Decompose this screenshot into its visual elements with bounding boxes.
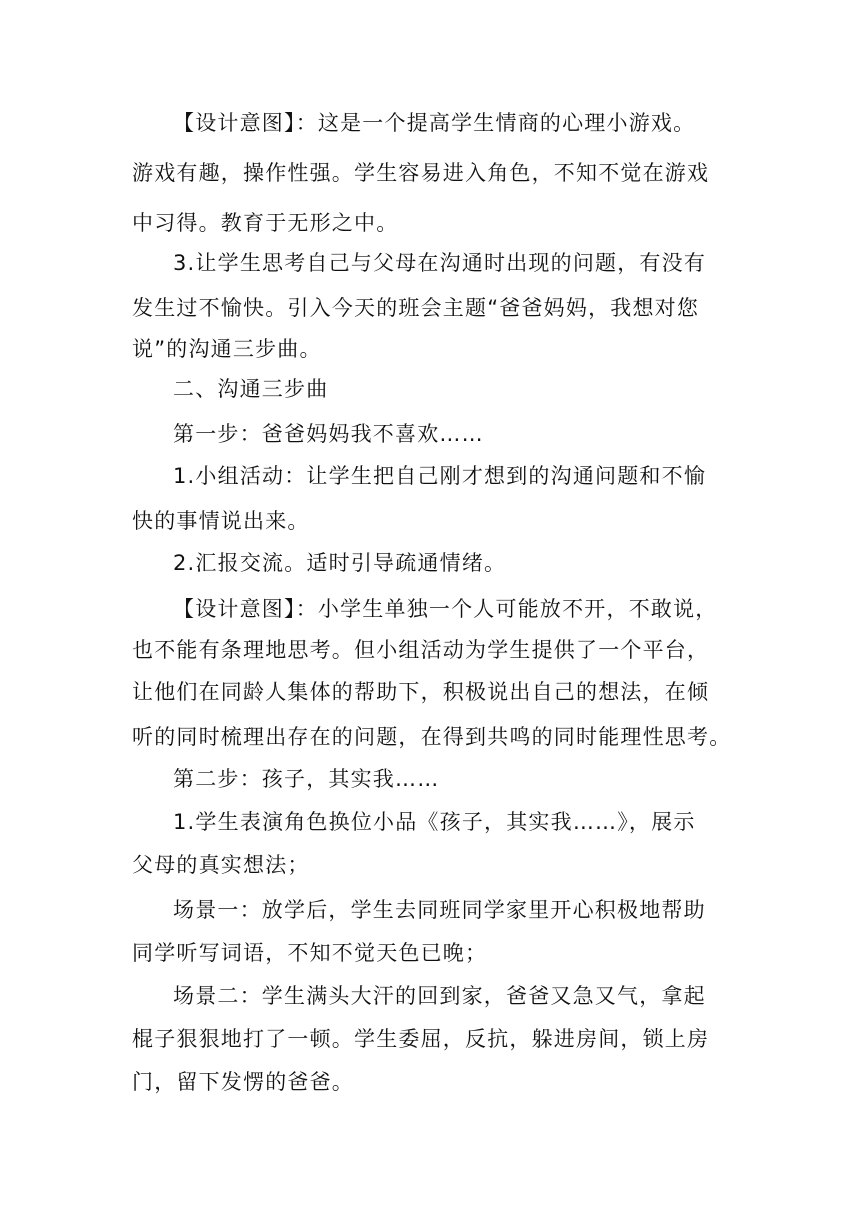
step-3-line-3: 说”的沟通三步曲。: [132, 337, 322, 361]
design-intent-2-line-1: 【设计意图】：小学生单独一个人可能放不开，不敢说，: [173, 597, 718, 621]
scene-two-line-2: 棍子狠狠地打了一顿。学生委屈，反抗，躲进房间，锁上房: [132, 1027, 710, 1051]
design-intent-1-line-3: 中习得。教育于无形之中。: [132, 211, 399, 235]
step-two-heading: 第二步：孩子，其实我……: [173, 767, 440, 791]
step-3-line-1: 3.让学生思考自己与父母在沟通时出现的问题，有没有: [173, 251, 707, 275]
design-intent-2-line-2: 也不能有条理地思考。但小组活动为学生提供了一个平台，: [132, 638, 710, 662]
group-activity-line-2: 快的事情说出来。: [132, 509, 310, 533]
group-activity-line-1: 1.小组活动：让学生把自己刚才想到的沟通问题和不愉: [173, 464, 707, 488]
scene-two-line-1: 场景二：学生满头大汗的回到家，爸爸又急又气，拿起: [173, 984, 706, 1008]
scene-one-line-1: 场景一：放学后，学生去同班同学家里开心积极地帮助: [173, 898, 706, 922]
section-heading: 二、沟通三步曲: [173, 377, 329, 401]
design-intent-2-line-3: 让他们在同龄人集体的帮助下，积极说出自己的想法，在倾: [132, 680, 710, 704]
skit-line-1: 1.学生表演角色换位小品《孩子，其实我……》，展示: [173, 810, 696, 834]
report-exchange-line: 2.汇报交流。适时引导疏通情绪。: [173, 551, 507, 575]
design-intent-2-line-4: 听的同时梳理出存在的问题，在得到共鸣的同时能理性思考。: [132, 725, 732, 749]
design-intent-1-line-1: 【设计意图】：这是一个提高学生情商的心理小游戏。: [173, 111, 696, 135]
skit-line-2: 父母的真实想法；: [132, 853, 310, 877]
scene-one-line-2: 同学听写词语，不知不觉天色已晚；: [132, 941, 488, 965]
scene-two-line-3: 门，留下发愣的爸爸。: [132, 1070, 354, 1094]
step-3-line-2: 发生过不愉快。引入今天的班会主题“爸爸妈妈，我想对您: [132, 296, 700, 320]
step-one-heading: 第一步：爸爸妈妈我不喜欢……: [173, 422, 484, 446]
design-intent-1-line-2: 游戏有趣，操作性强。学生容易进入角色，不知不觉在游戏: [132, 161, 710, 185]
